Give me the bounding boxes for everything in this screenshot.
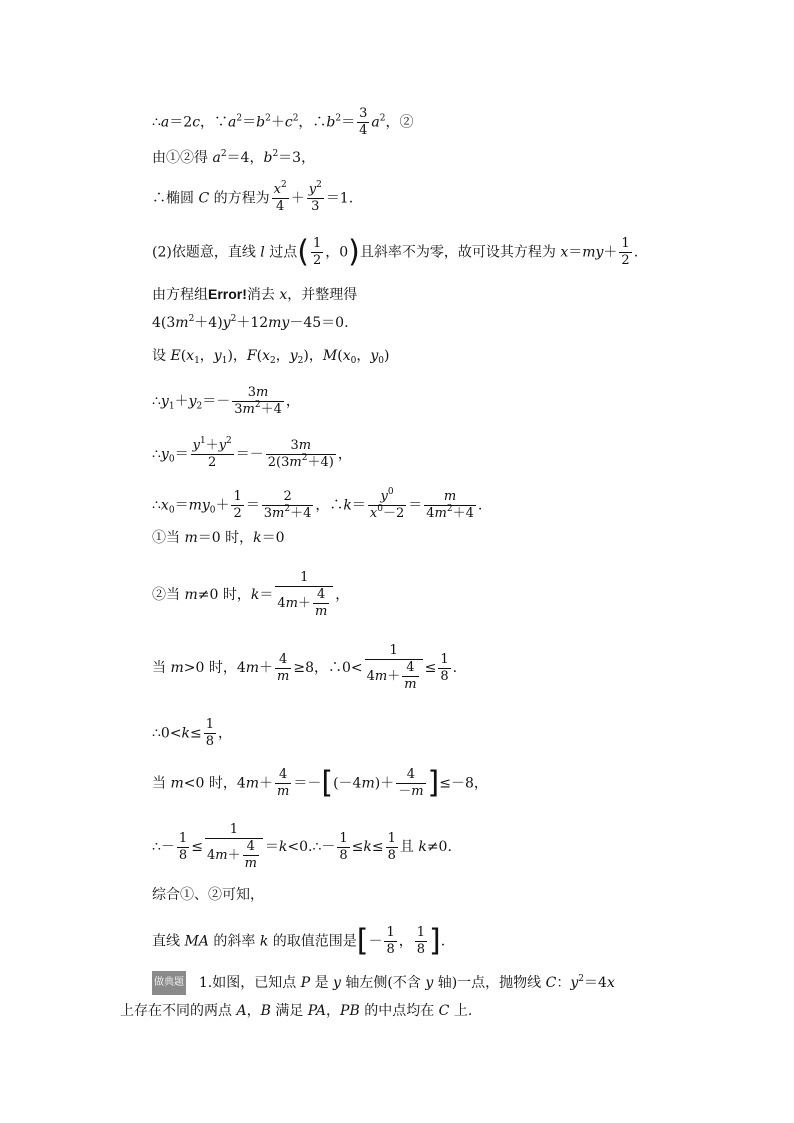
line-5: 由方程组Error!消去 x，并整理得 [152,286,358,303]
line-2: 由①②得 $a^2=4$，$b^2=3$， [152,149,316,166]
line-8: $\therefore y_1+y_2=-$ $\frac{3m}{3m^2+4}$ ， [152,385,300,417]
line-1: ∴a＝2c，$\because a^2=b^2+c^2$，$\therefore b^2=$ $\frac{3}{4}$ $a^2$，② [152,106,414,138]
line-3: ∴椭圆 C 的方程为 $\frac{x^2}{4}$ ＋ $\frac{y^2}{3}$ ＝1. [152,180,354,214]
line-20: 上存在不同的两点 A，B 满足 PA，PB 的中点均在 C 上. [120,1003,473,1019]
line-12: ②当 m≠0 时，k＝ 1 4m＋ $\frac{4}{m}$ ， [152,570,350,619]
line-16: ∴－ $\frac{1}{8}$ ≤ 1 4m＋ $\frac{4}{m}$ ＝k<0.∴－ $\frac{1}{8}$ ≤k≤ $\frac{1}{8}$ 且 k≠0. [152,822,452,871]
line-10: $\therefore x_0=my_0+$ $\frac{1}{2}$ ＝ $\frac{2}{3m^2+4}$ ，∴k＝ $\frac{y^0}{x^0-2}$ ＝ $\frac{m}{4m^2+4}$ . [152,487,483,521]
line-18: 直线 MA 的斜率 k 的取值范围是[－ $\frac{1}{8}$ ， $\frac{1}{8}$ ]. [152,923,446,959]
line-15: 当 m<0 时，4m＋ $\frac{4}{m}$ ＝－[(－4m)＋ $\frac{4}{-m}$ ]≤－8， [152,765,488,801]
line-4: (2)依题意，直线 l 过点( $\frac{1}{2}$ ，0)且斜率不为零，故可设其方程为 x＝my＋ $\frac{1}{2}$ . [152,234,639,270]
line-13: 当 m>0 时，4m＋ $\frac{4}{m}$ ≥8，∴0< 1 4m＋ $\frac{4}{m}$ ≤ $\frac{1}{8}$ . [152,643,458,692]
line-6: $4(3m^2+4)y^2+12my-45=0$. [152,314,349,331]
line-14: ∴0<k≤ $\frac{1}{8}$ ， [152,717,233,749]
line-19: 做典题 1.如图，已知点 P 是 y 轴左侧(不含 y 轴)一点，抛物线 C：$y^2=4x$ [152,971,615,995]
line-9: $\therefore y_0=$ $\frac{y^1+y^2}{2}$ ＝－ $\frac{3m}{2(3m^2+4)}$ ， [152,436,352,470]
line-7: 设 $E(x_1$，$y_1$)，$F(x_2$，$y_2$)，$M(x_0$，$y_0$) [152,348,390,366]
line-17: 综合①、②可知， [152,887,264,903]
section-tag: 做典题 [152,971,186,995]
line-11: ①当 m＝0 时，k＝0 [152,530,285,546]
